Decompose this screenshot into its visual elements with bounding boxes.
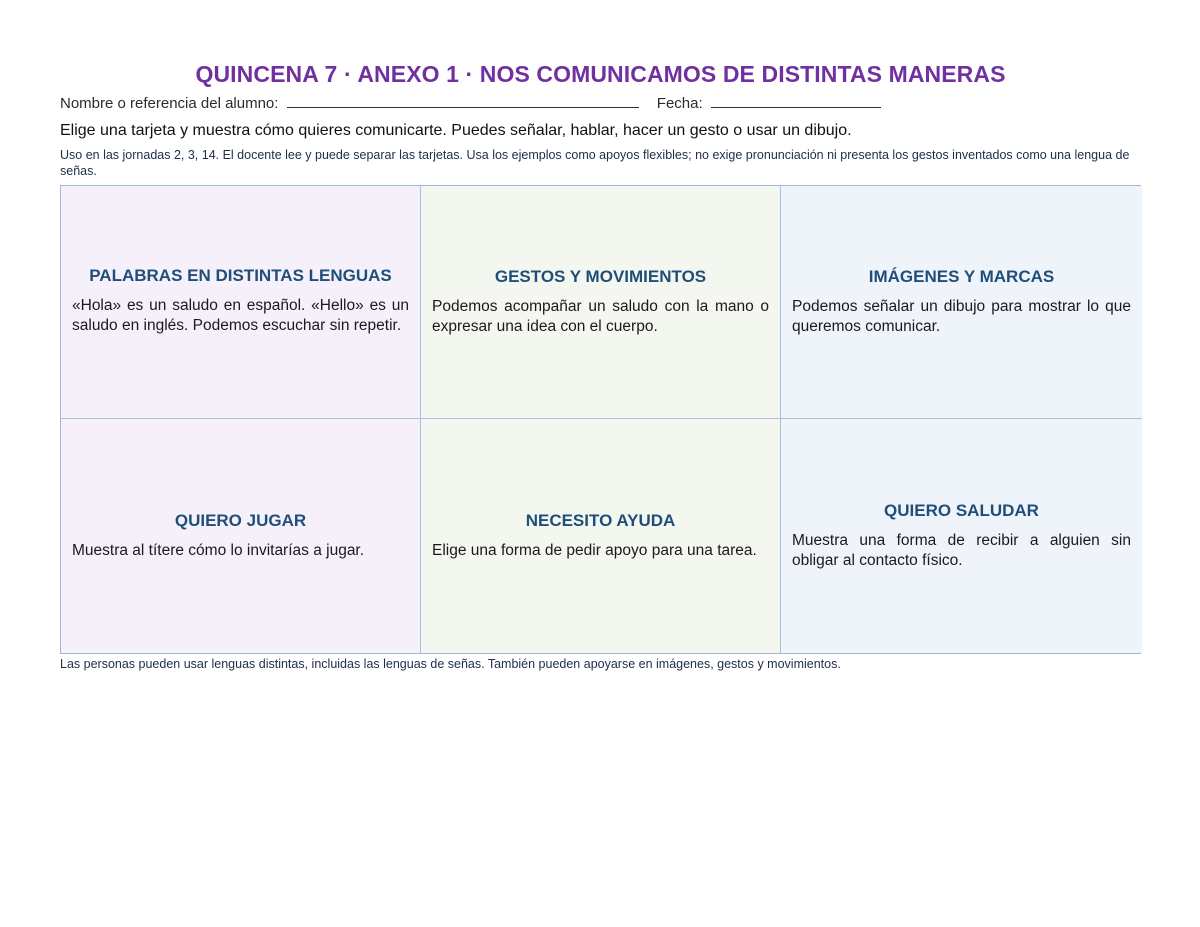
card-text: Podemos señalar un dibujo para mostrar lo que queremos comunicar. <box>792 298 1131 335</box>
card-text: Elige una forma de pedir apoyo para una tarea. <box>432 542 757 559</box>
card-gestos <box>421 186 781 419</box>
card-title: QUIERO JUGAR <box>174 511 307 530</box>
footer-note: Las personas pueden usar lenguas distintas, incluidas las lenguas de señas. También pueden apoyarse en imágenes, gestos y movimientos. <box>60 657 841 671</box>
card-quiero-jugar <box>61 419 421 653</box>
card-title: NECESITO AYUDA <box>525 511 676 530</box>
card-text: Podemos acompañar un saludo con la mano o expresar una idea con el cuerpo. <box>432 298 769 335</box>
card-grid <box>60 185 1141 654</box>
card-imagenes <box>781 186 1142 419</box>
date-blank <box>711 93 881 108</box>
card-title: GESTOS Y MOVIMIENTOS <box>494 267 707 286</box>
card-palabras <box>61 186 421 419</box>
instruction-text: Elige una tarjeta y muestra cómo quieres comunicarte. Puedes señalar, hablar, hacer un gesto o usar un dibujo. <box>60 122 852 139</box>
student-info-line <box>60 93 1141 113</box>
card-necesito-ayuda <box>421 419 781 653</box>
card-text: Muestra una forma de recibir a alguien sin obligar al contacto físico. <box>792 532 1131 569</box>
card-title: PALABRAS EN DISTINTAS LENGUAS <box>89 266 392 285</box>
card-quiero-saludar <box>781 419 1142 653</box>
card-text: «Hola» es un saludo en español. «Hello» es un saludo en inglés. Podemos escuchar sin repetir. <box>72 297 409 334</box>
usage-note: Uso en las jornadas 2, 3, 14. El docente lee y puede separar las tarjetas. Usa los ejemplos como apoyos flexibles; no exige pronunciación ni presenta los gestos inventados como una lengua de señas. <box>60 148 1130 178</box>
student-name-blank <box>287 93 639 108</box>
card-title: QUIERO SALUDAR <box>884 501 1039 520</box>
card-text: Muestra al títere cómo lo invitarías a jugar. <box>72 542 365 559</box>
worksheet-page <box>60 58 1141 672</box>
student-name-label: Nombre o referencia del alumno: <box>60 95 279 112</box>
date-label: Fecha: <box>656 95 703 112</box>
page-title: QUINCENA 7 · ANEXO 1 · NOS COMUNICAMOS DE DISTINTAS MANERAS <box>195 61 1006 87</box>
card-title: IMÁGENES Y MARCAS <box>868 267 1055 286</box>
